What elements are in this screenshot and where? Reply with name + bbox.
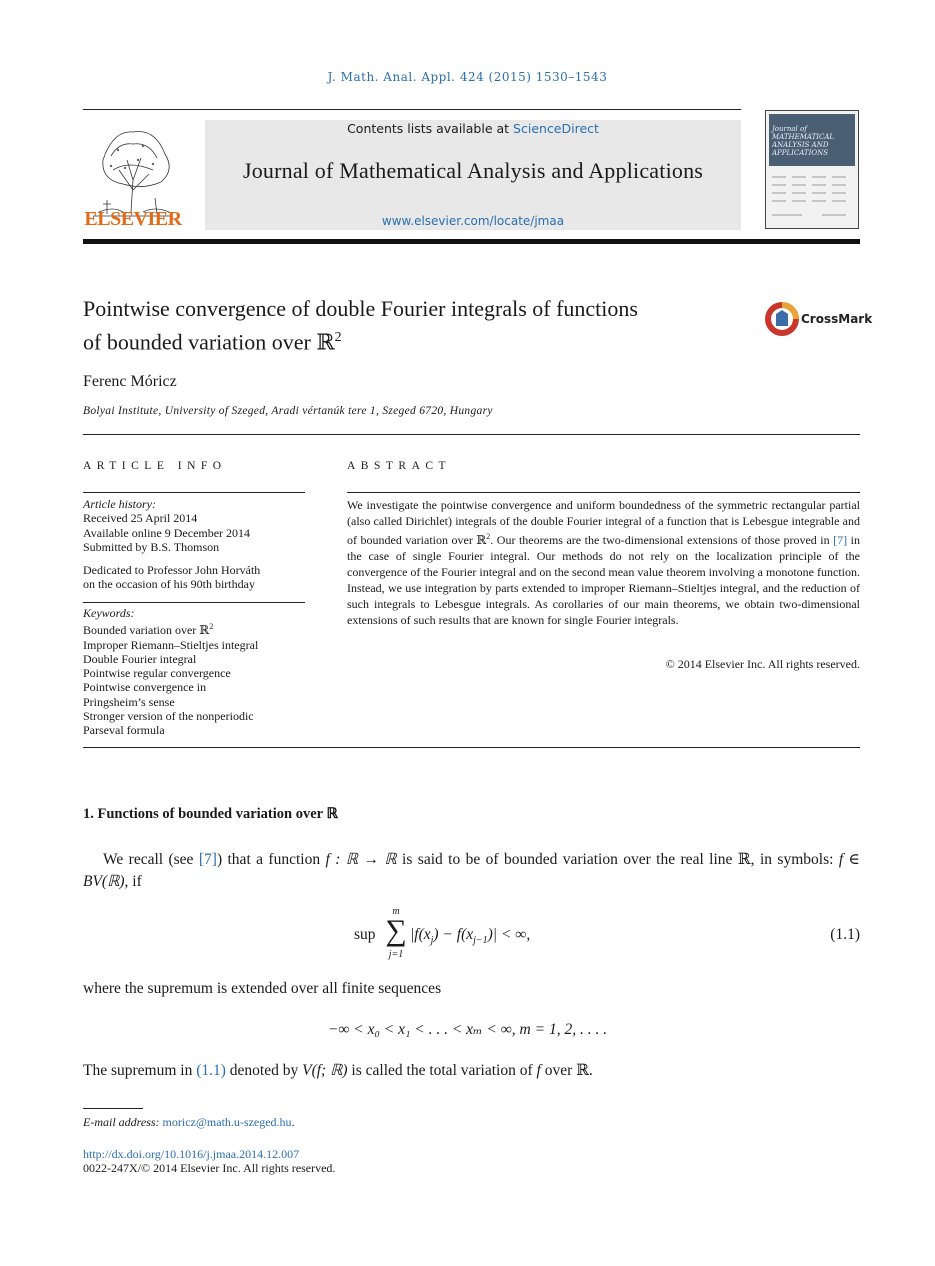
para1-a: We recall (see bbox=[103, 851, 199, 868]
eq1-sub-jm1: j−1 bbox=[473, 935, 488, 947]
keyword-first-text: Bounded variation over ℝ bbox=[83, 623, 210, 638]
keywords-label: Keywords: bbox=[83, 606, 135, 620]
eq1-sum-sign: ∑ bbox=[385, 914, 407, 947]
abstract-rule bbox=[347, 492, 860, 493]
history-label: Article history: bbox=[83, 497, 156, 511]
elsevier-wordmark: ELSEVIER bbox=[84, 208, 182, 230]
abstract-superscript: 2 bbox=[486, 532, 491, 541]
paragraph-1 bbox=[83, 849, 860, 893]
eq1-body bbox=[410, 926, 530, 946]
article-info-heading: ARTICLE INFO bbox=[83, 460, 227, 472]
cover-text-lines bbox=[772, 171, 852, 225]
article-info-rule bbox=[83, 492, 305, 493]
keyword-first-sup: 2 bbox=[209, 622, 214, 632]
para1-f: , if bbox=[124, 873, 142, 890]
dedication-line-1: Dedicated to Professor John Horváth bbox=[83, 563, 261, 577]
email-label: E-mail address: bbox=[83, 1115, 163, 1129]
abstract-citation-link[interactable]: [7] bbox=[833, 533, 848, 547]
para1-citation-link[interactable]: [7] bbox=[198, 851, 217, 868]
eq1-sub-j: j bbox=[430, 935, 434, 947]
para1-b: ) that a function bbox=[216, 851, 326, 868]
article-title-line-2-text: of bounded variation over ℝ bbox=[83, 329, 335, 355]
equation-1 bbox=[0, 906, 935, 966]
email-link[interactable]: moricz@math.u-szeged.hu bbox=[162, 1115, 292, 1129]
history-submitted: Submitted by B.S. Thomson bbox=[83, 539, 220, 554]
para3-f: over ℝ. bbox=[540, 1062, 593, 1079]
journal-title: Journal of Mathematical Analysis and Applications bbox=[242, 158, 704, 183]
doi-link[interactable]: http://dx.doi.org/10.1016/j.jmaa.2014.12.007 bbox=[83, 1147, 300, 1161]
equation-1-number: (1.1) bbox=[830, 926, 860, 943]
keyword-item: Stronger version of the nonperiodic bbox=[83, 709, 254, 724]
para1-e: f ∈ BV(ℝ) bbox=[83, 851, 860, 890]
author-name: Ferenc Móricz bbox=[83, 373, 177, 390]
keywords-rule bbox=[83, 602, 305, 603]
para3-b: denoted by bbox=[225, 1062, 303, 1079]
keyword-item: Double Fourier integral bbox=[83, 651, 197, 666]
article-title-superscript: 2 bbox=[334, 330, 342, 345]
contents-available-line bbox=[205, 121, 741, 136]
paragraph-3 bbox=[83, 1061, 593, 1080]
sciencedirect-link[interactable]: ScienceDirect bbox=[513, 121, 599, 136]
abstract-part-3: in the case of single Fourier integral. Our methods do not rely on the localization principle of the convergence of the Fourier integral and on the second mean value theorem involving a monotone function. Instead, we use integration by parts extended to improper Riemann–Stieltjes integral, and the reduction of such integrals to Lebesgue integrals. As corollaries of our main theorems, we obtain two-dimensional extensions of such results that are known for single Fourier integrals. bbox=[347, 533, 860, 627]
keyword-item bbox=[83, 620, 313, 637]
keyword-item: Pointwise regular convergence bbox=[83, 666, 231, 681]
cover-title: Journal of MATHEMATICAL ANALYSIS AND APPLICATIONS bbox=[772, 125, 835, 157]
abstract-part-1: We investigate the pointwise convergence and uniform boundedness of the symmetric rectangular partial (also called Dirichlet) integrals of the double Fourier integral of a function that is Lebesgue integrable and of bounded variation over ℝ bbox=[347, 498, 860, 547]
email-end: . bbox=[291, 1115, 295, 1129]
history-received: Received 25 April 2014 bbox=[83, 511, 198, 526]
header-thick-rule bbox=[83, 239, 860, 244]
equation-2: −∞ < x₀ < x₁ < . . . < xₘ < ∞, m = 1, 2, . . . . bbox=[327, 1021, 608, 1038]
paragraph-2: where the supremum is extended over all finite sequences bbox=[83, 980, 442, 997]
abstract-heading: ABSTRACT bbox=[347, 460, 452, 472]
article-title-line-2 bbox=[83, 323, 743, 356]
eq1-part-c: )| < ∞, bbox=[487, 926, 531, 943]
journal-reference[interactable]: J. Math. Anal. Appl. 424 (2015) 1530–1543 bbox=[327, 70, 608, 84]
para3-e: f bbox=[536, 1062, 541, 1079]
journal-cover-image bbox=[765, 110, 859, 229]
abstract-part-2: . Our theorems are the two-dimensional extensions of those proved in bbox=[490, 533, 834, 547]
abstract-copyright: © 2014 Elsevier Inc. All rights reserved. bbox=[665, 657, 860, 671]
eq1-upper-limit: m bbox=[392, 906, 400, 917]
footnote-email bbox=[83, 1115, 295, 1130]
history-online: Available online 9 December 2014 bbox=[83, 525, 251, 540]
crossmark-label[interactable]: CrossMark bbox=[801, 312, 873, 326]
para3-equation-link[interactable]: (1.1) bbox=[196, 1062, 226, 1079]
keyword-item: Improper Riemann–Stieltjes integral bbox=[83, 637, 259, 652]
eq1-lower-limit: j=1 bbox=[388, 949, 404, 960]
para1-d: is said to be of bounded variation over the real line ℝ, in symbols: bbox=[396, 851, 839, 868]
article-history bbox=[83, 497, 313, 554]
para3-d: is called the total variation of bbox=[347, 1062, 537, 1079]
contents-prefix: Contents lists available at bbox=[347, 121, 514, 136]
keywords-list bbox=[83, 606, 313, 738]
para3-c: V(f; ℝ) bbox=[302, 1062, 348, 1079]
eq1-part-a: |f(x bbox=[410, 926, 431, 943]
front-matter-bottom-rule bbox=[83, 747, 860, 748]
para3-a: The supremum in bbox=[83, 1062, 197, 1079]
para1-c: f : ℝ → ℝ bbox=[325, 851, 397, 868]
eq1-part-b: ) − f(x bbox=[433, 926, 474, 943]
article-title bbox=[83, 294, 743, 356]
article-title-line-1: Pointwise convergence of double Fourier integrals of functions bbox=[83, 296, 638, 321]
title-separator-rule bbox=[83, 434, 860, 435]
section-heading: 1. Functions of bounded variation over ℝ bbox=[83, 806, 338, 822]
keyword-item: Pointwise convergence in bbox=[83, 680, 207, 695]
dedication-line-2: on the occasion of his 90th birthday bbox=[83, 577, 255, 592]
keyword-item: Parseval formula bbox=[83, 723, 165, 738]
issn-copyright: 0022-247X/© 2014 Elsevier Inc. All rights reserved. bbox=[83, 1161, 336, 1175]
footnote-rule bbox=[83, 1108, 143, 1109]
journal-url-link[interactable]: www.elsevier.com/locate/jmaa bbox=[381, 214, 565, 228]
header-top-rule bbox=[83, 109, 741, 110]
keyword-item: Pringsheim’s sense bbox=[83, 694, 175, 709]
eq1-sup: sup bbox=[354, 926, 376, 943]
author-affiliation: Bolyai Institute, University of Szeged, Aradi vértanúk tere 1, Szeged 6720, Hungary bbox=[83, 405, 493, 417]
abstract-text bbox=[347, 497, 860, 628]
dedication bbox=[83, 563, 313, 592]
